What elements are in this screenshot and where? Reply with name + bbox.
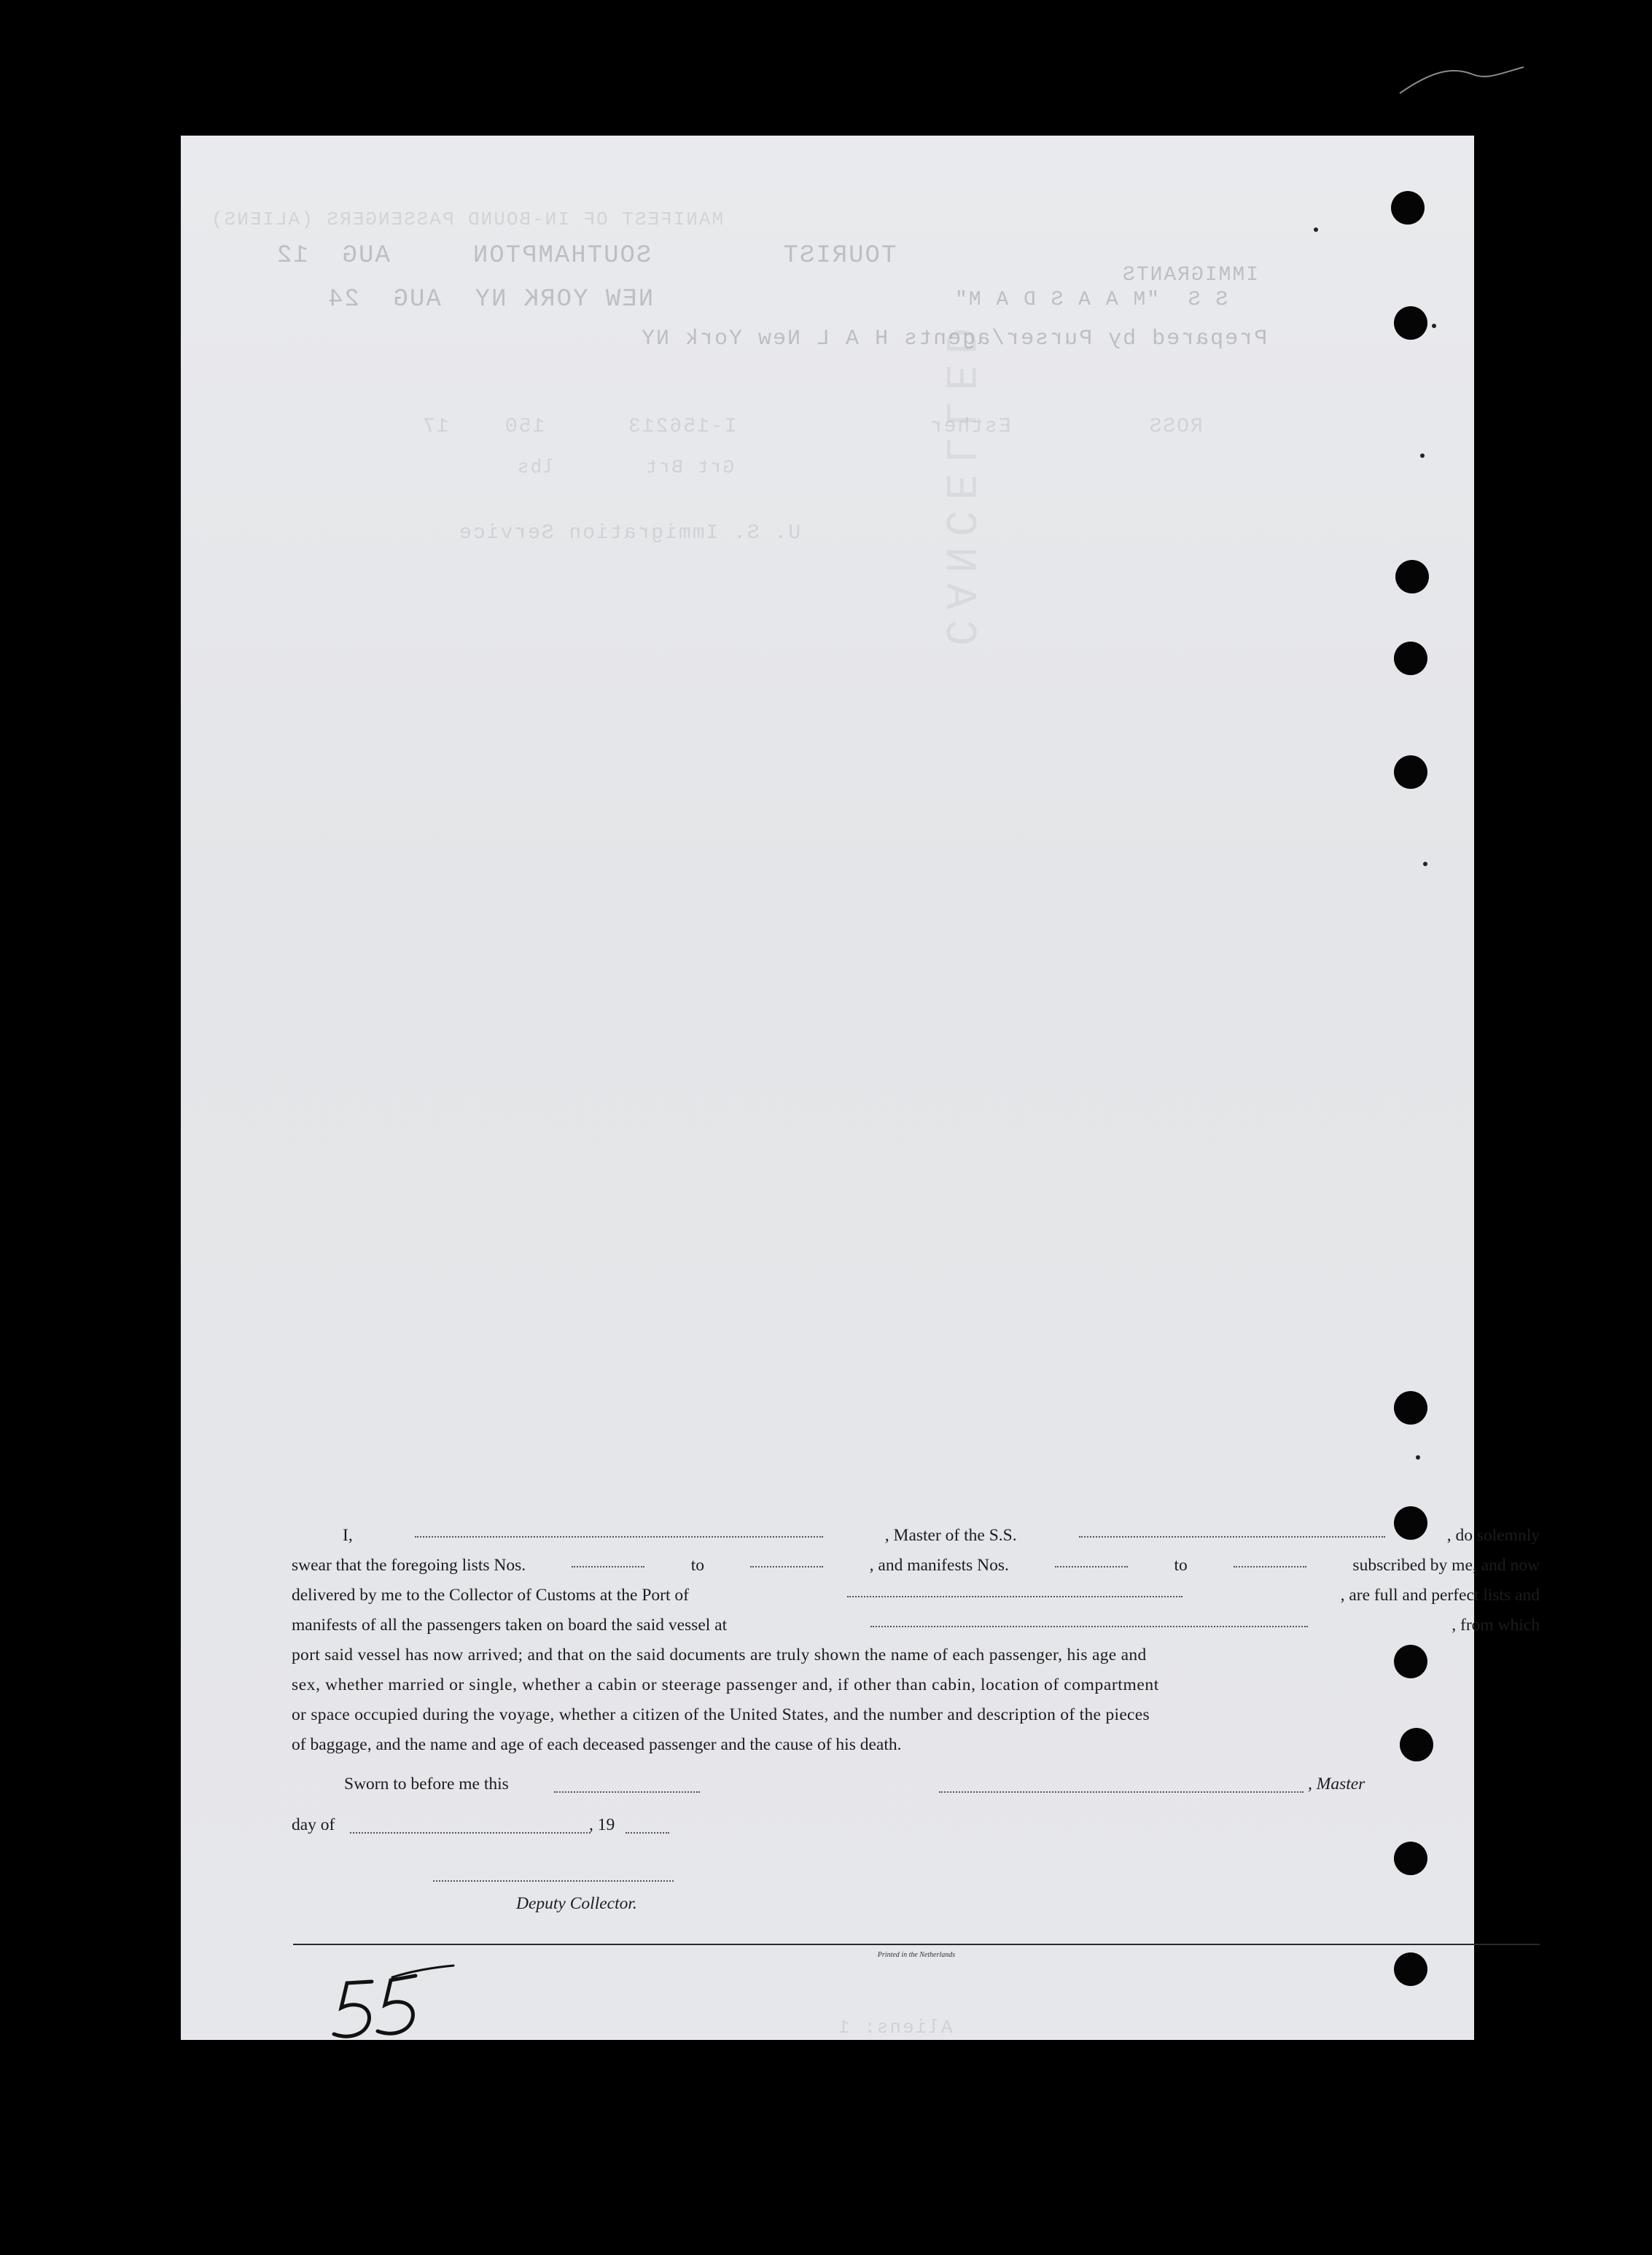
bleed-vertical-stamp: CANCELLED bbox=[933, 317, 983, 646]
deputy-signature-field[interactable] bbox=[433, 1880, 674, 1882]
oath-text: of baggage, and the name and age of each deceased passenger and the cause of his death. bbox=[292, 1735, 902, 1754]
master-label: , Master bbox=[1308, 1775, 1365, 1794]
speck bbox=[1420, 453, 1425, 458]
oath-line-4 bbox=[292, 1611, 1540, 1640]
punch-hole bbox=[1395, 560, 1429, 593]
oath-line-8 bbox=[292, 1730, 1540, 1760]
speck bbox=[1423, 862, 1427, 866]
footer-rule bbox=[293, 1944, 1540, 1945]
bleed-line-5: S S "M A A S D A M" bbox=[954, 289, 1228, 311]
year-field[interactable] bbox=[626, 1831, 669, 1834]
bleed-line-7: ROSS Esther I-156213 150 17 bbox=[421, 416, 1203, 438]
deputy-label: Deputy Collector. bbox=[516, 1894, 637, 1913]
list-to-field[interactable] bbox=[750, 1565, 823, 1567]
oath-line-2 bbox=[292, 1551, 1540, 1581]
sworn-date-field[interactable] bbox=[554, 1791, 700, 1793]
list-from-field[interactable] bbox=[572, 1565, 644, 1567]
bleed-line-4: IMMIGRANTS bbox=[1121, 264, 1259, 287]
manifest-to-field[interactable] bbox=[1234, 1565, 1306, 1567]
bleed-line-1: MANIFEST OF IN-BOUND PASSENGERS (ALIENS) bbox=[210, 209, 724, 230]
oath-text: , and manifests Nos. bbox=[869, 1556, 1009, 1575]
oath-text: to bbox=[690, 1556, 705, 1575]
speck bbox=[1314, 227, 1318, 232]
oath-text: subscribed by me, and now bbox=[1352, 1556, 1540, 1575]
bleed-line-9: U. S. Immigration Service bbox=[458, 522, 801, 545]
bleed-line-8: Grt Brt lbs bbox=[516, 456, 735, 478]
oath-line-1 bbox=[292, 1521, 1540, 1551]
oath-text: , from which bbox=[1452, 1616, 1540, 1635]
oath-paragraph bbox=[292, 1521, 1540, 1760]
oath-text: , Master of the S.S. bbox=[884, 1526, 1017, 1545]
port-field[interactable] bbox=[847, 1595, 1182, 1597]
sworn-label: Sworn to before me this bbox=[344, 1775, 509, 1794]
punch-hole bbox=[1394, 1842, 1427, 1875]
oath-text: , do solemnly bbox=[1446, 1526, 1540, 1545]
manifest-from-field[interactable] bbox=[1055, 1565, 1128, 1567]
oath-text: or space occupied during the voyage, whether a citizen of the United States, and the number and description of the pieces bbox=[292, 1705, 1150, 1724]
bleed-line-10: Aliens: 1 bbox=[837, 2017, 953, 2038]
ship-name-field[interactable] bbox=[1079, 1535, 1385, 1538]
scan-artifact-scribble bbox=[1385, 58, 1531, 102]
oath-text: manifests of all the passengers taken on board the said vessel at bbox=[292, 1616, 728, 1635]
master-name-field[interactable] bbox=[415, 1535, 823, 1538]
oath-text: I, bbox=[343, 1526, 353, 1545]
day-of-field[interactable] bbox=[350, 1831, 591, 1834]
oath-line-6 bbox=[292, 1670, 1540, 1700]
day-label: day of bbox=[292, 1815, 335, 1834]
punch-hole bbox=[1394, 1391, 1427, 1425]
punch-hole bbox=[1394, 642, 1427, 675]
oath-text: delivered by me to the Collector of Customs at the Port of bbox=[292, 1586, 689, 1605]
manifest-sheet bbox=[181, 136, 1540, 2040]
punch-hole bbox=[1394, 755, 1427, 789]
bleed-line-3: NEW YORK NY AUG 24 bbox=[327, 286, 654, 313]
oath-text: port said vessel has now arrived; and that on the said documents are truly shown the name of each passenger, his age and bbox=[292, 1646, 1147, 1664]
punch-hole bbox=[1394, 306, 1427, 340]
handwritten-page-number bbox=[321, 1958, 467, 2053]
punch-hole bbox=[1391, 191, 1425, 225]
embark-port-field[interactable] bbox=[870, 1625, 1308, 1627]
oath-text: sex, whether married or single, whether a cabin or steerage passenger and, if other than cabin, location of compartment bbox=[292, 1675, 1159, 1694]
year-label: , 19 bbox=[589, 1815, 615, 1834]
bleed-line-2: TOURIST SOUTHAMPTON AUG 12 bbox=[276, 242, 897, 270]
speck bbox=[1416, 1455, 1420, 1460]
oath-line-5 bbox=[292, 1640, 1540, 1670]
oath-line-7 bbox=[292, 1700, 1540, 1730]
bleed-line-6: Prepared by Purser/agents H A L New York NY bbox=[640, 327, 1268, 351]
oath-text: to bbox=[1174, 1556, 1188, 1575]
oath-text: swear that the foregoing lists Nos. bbox=[292, 1556, 526, 1575]
oath-text: , are full and perfect lists and bbox=[1340, 1586, 1540, 1605]
printer-imprint: Printed in the Netherlands bbox=[877, 1951, 956, 1959]
speck bbox=[1432, 324, 1436, 328]
oath-line-3 bbox=[292, 1581, 1540, 1611]
master-signature-field[interactable] bbox=[939, 1791, 1304, 1793]
